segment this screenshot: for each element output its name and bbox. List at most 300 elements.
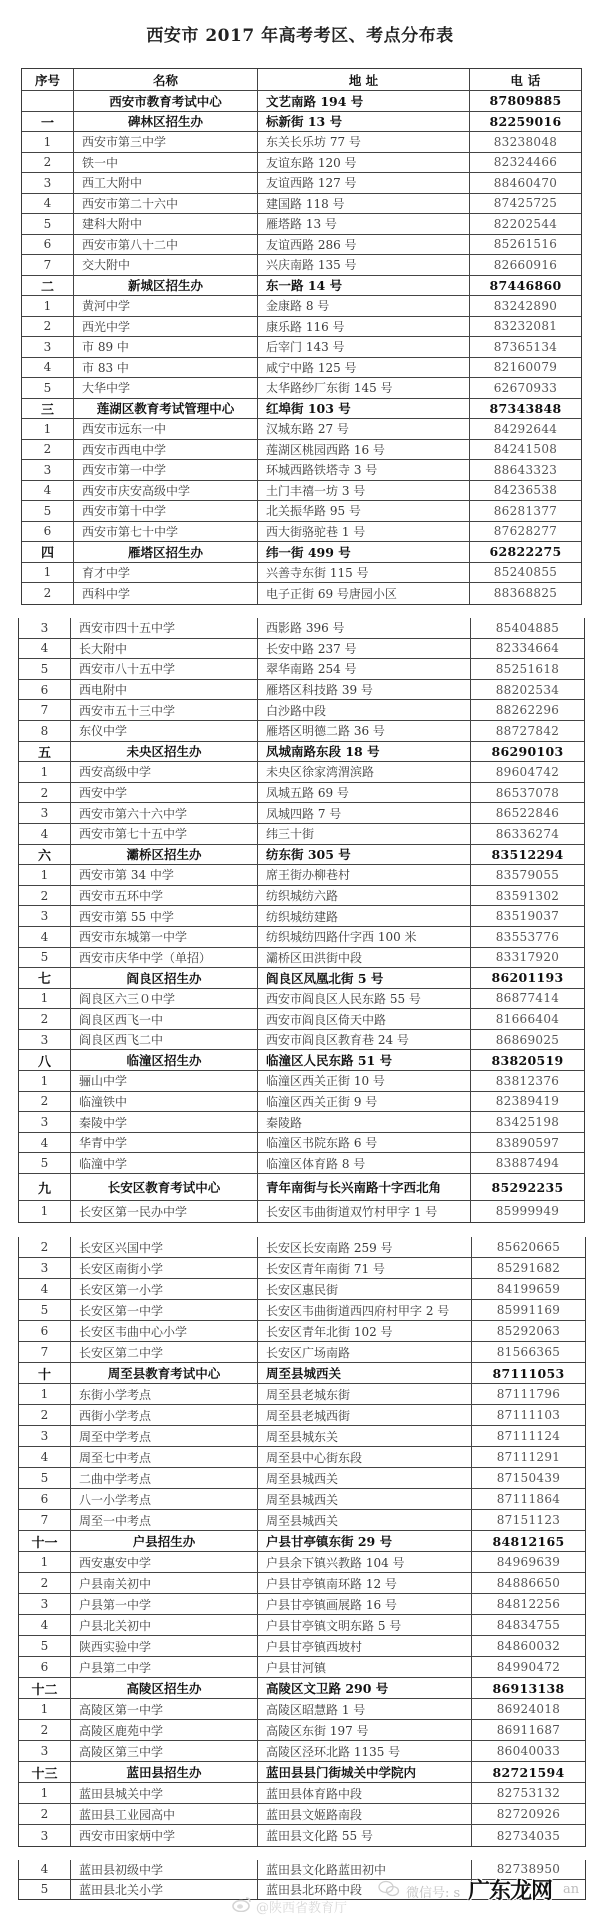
table-row <box>19 1468 585 1489</box>
cell-no: 4 <box>19 824 71 844</box>
cell-address: 兴善寺东街 115 号 <box>258 563 470 583</box>
cell-name: 西安市第十中学 <box>74 501 258 521</box>
cell-phone: 82738950 <box>496 1862 561 1877</box>
cell-name: 长安区第一中学 <box>71 1300 258 1320</box>
cell-address: 临潼区书院东路 6 号 <box>258 1133 471 1153</box>
cell-name: 周至县教育考试中心 <box>71 1363 258 1383</box>
cell-no: 7 <box>19 700 71 720</box>
cell-name: 八一小学考点 <box>71 1489 258 1509</box>
cell-phone: 88202534 <box>495 682 560 697</box>
cell-phone: 83591302 <box>495 888 560 903</box>
cell-phone: 83512294 <box>491 846 564 862</box>
cell-phone: 62822275 <box>489 544 562 560</box>
cell-address: 凤城南路东段 18 号 <box>258 742 471 762</box>
table-header-row <box>22 69 581 91</box>
cell-address: 高陵区文卫路 290 号 <box>258 1678 472 1698</box>
table-row <box>19 1153 584 1174</box>
cell-no: 2 <box>22 440 74 460</box>
cell-name: 西安市东城第一中学 <box>71 927 258 947</box>
cell-no: 2 <box>19 886 71 906</box>
table-row <box>19 948 584 969</box>
table-row <box>19 762 584 783</box>
cell-no: 5 <box>22 501 74 521</box>
cell-phone: 85620665 <box>496 1240 561 1254</box>
cell-name: 西安市庆华中学（单招） <box>71 948 258 968</box>
table-row <box>19 1009 584 1030</box>
cell-name: 二曲中学考点 <box>71 1468 258 1488</box>
cell-no: 3 <box>19 906 71 926</box>
cell-name: 灞桥区招生办 <box>71 845 258 865</box>
cell-no: 1 <box>22 296 74 316</box>
cell-name: 碑林区招生办 <box>74 112 258 132</box>
cell-name: 周至一中考点 <box>71 1510 258 1530</box>
cell-name: 西安市第八十二中 <box>74 235 258 255</box>
cell-phone: 83238048 <box>493 134 558 149</box>
cell-no: 5 <box>19 1468 71 1488</box>
cell-address: 凤城五路 69 号 <box>258 783 471 803</box>
section-row <box>22 112 581 133</box>
cell-address: 纬一街 499 号 <box>258 542 470 562</box>
cell-no: 一 <box>22 112 74 132</box>
cell-no: 7 <box>19 1342 71 1362</box>
cell-no: 6 <box>19 1657 71 1677</box>
cell-no: 3 <box>22 337 74 357</box>
cell-phone: 87343848 <box>489 400 562 416</box>
cell-address: 蓝田县县门街城关中学院内 <box>258 1762 472 1782</box>
cell-address: 白沙路中段 <box>258 700 471 720</box>
section-row <box>19 1050 584 1071</box>
section-row <box>19 1678 585 1699</box>
cell-name: 建科大附中 <box>74 214 258 234</box>
cell-no: 2 <box>19 1804 71 1824</box>
cell-phone: 82202544 <box>493 216 558 231</box>
table-row <box>19 721 584 742</box>
table-row <box>22 358 581 379</box>
cell-no: 1 <box>19 1552 71 1572</box>
cell-phone: 87111864 <box>496 1492 561 1506</box>
cell-no: 3 <box>19 618 71 638</box>
table-row <box>19 1384 585 1405</box>
cell-phone: 89604742 <box>495 764 560 779</box>
cell-address: 周至县老城西街 <box>258 1405 472 1425</box>
cell-name: 西安市庆安高级中学 <box>74 481 258 501</box>
cell-address: 高陵区泾环北路 1135 号 <box>258 1741 472 1761</box>
cell-no: 2 <box>19 783 71 803</box>
section-row <box>19 1174 584 1201</box>
cell-phone: 81566365 <box>496 1345 561 1359</box>
cell-no: 四 <box>22 542 74 562</box>
table-row <box>19 1783 585 1804</box>
cell-address: 户县甘亭镇东街 29 号 <box>258 1531 472 1551</box>
cell-name: 西安市五环中学 <box>71 886 258 906</box>
cell-phone: 85291682 <box>496 1261 561 1275</box>
cell-no: 1 <box>22 563 74 583</box>
cell-no: 十三 <box>19 1762 71 1782</box>
table-row <box>19 1279 585 1300</box>
table-row <box>19 886 584 907</box>
weibo-watermark <box>232 1896 347 1916</box>
cell-name: 东街小学考点 <box>71 1384 258 1404</box>
cell-name: 周至七中考点 <box>71 1447 258 1467</box>
page-title: 西安市 2017 年高考考区、考点分布表 <box>146 26 454 46</box>
cell-name: 周至中学考点 <box>71 1426 258 1446</box>
cell-name: 户县招生办 <box>71 1531 258 1551</box>
cell-name: 长安区教育考试中心 <box>71 1174 258 1200</box>
cell-address: 户县甘亭镇文明东路 5 号 <box>258 1615 472 1635</box>
cell-no: 5 <box>19 659 71 679</box>
cell-name: 东仪中学 <box>71 721 258 741</box>
cell-no: 1 <box>19 1783 71 1803</box>
cell-no: 4 <box>22 481 74 501</box>
cell-address: 高陵区昭慧路 1 号 <box>258 1699 472 1719</box>
cell-no: 1 <box>19 762 71 782</box>
cell-phone: 87151123 <box>496 1513 561 1527</box>
cell-no: 3 <box>19 1825 71 1846</box>
cell-phone: 84812165 <box>492 1533 565 1549</box>
cell-name: 长安区第一民办中学 <box>71 1201 258 1222</box>
cell-no: 5 <box>19 1300 71 1320</box>
table-row <box>19 803 584 824</box>
cell-name: 未央区招生办 <box>71 742 258 762</box>
cell-no: 7 <box>22 255 74 275</box>
table-row <box>19 1552 585 1573</box>
cell-address: 雁塔区科技路 39 号 <box>258 680 471 700</box>
table-segment-1 <box>21 68 582 605</box>
cell-address: 蓝田县北环路中段 <box>258 1880 472 1900</box>
table-row <box>19 1342 585 1363</box>
cell-no: 4 <box>19 1279 71 1299</box>
cell-address: 咸宁中路 125 号 <box>258 358 470 378</box>
cell-name: 西安市第二十六中 <box>74 194 258 214</box>
cell-name: 西安市八十五中学 <box>71 659 258 679</box>
cell-phone: 87809885 <box>489 93 562 109</box>
table-row <box>19 1300 585 1321</box>
cell-phone: 88727842 <box>495 723 560 738</box>
cell-phone: 86537078 <box>495 785 560 800</box>
cell-no: 3 <box>22 460 74 480</box>
section-row <box>19 1762 585 1783</box>
table-row <box>19 1447 585 1468</box>
cell-name: 高陵区招生办 <box>71 1678 258 1698</box>
cell-no: 1 <box>19 1384 71 1404</box>
cell-address: 户县甘亭镇西坡村 <box>258 1636 472 1656</box>
table-row <box>22 153 581 174</box>
table-row <box>22 522 581 543</box>
cell-no: 5 <box>19 1880 71 1900</box>
table-row <box>19 1112 584 1133</box>
cell-name: 阎良区招生办 <box>71 968 258 988</box>
table-row <box>19 1699 585 1720</box>
cell-no: 5 <box>19 1636 71 1656</box>
table-row <box>19 680 584 701</box>
cell-phone: 84292644 <box>493 421 558 436</box>
cell-name: 阎良区六三０中学 <box>71 989 258 1009</box>
table-row <box>22 337 581 358</box>
cell-phone: 86040033 <box>496 1744 561 1758</box>
cell-no: 2 <box>19 1573 71 1593</box>
cell-phone: 86201193 <box>491 970 564 986</box>
cell-address: 周至县城西关 <box>258 1489 472 1509</box>
cell-address: 长安区青年北街 102 号 <box>258 1321 472 1341</box>
cell-address: 临潼区西关正街 10 号 <box>258 1071 471 1091</box>
cell-address: 蓝田县文姬路南段 <box>258 1804 472 1824</box>
header-name: 名称 <box>74 69 258 90</box>
cell-phone: 84199659 <box>496 1282 561 1296</box>
table-row <box>22 173 581 194</box>
cell-name: 西安市第一中学 <box>74 460 258 480</box>
cell-phone: 87150439 <box>496 1471 561 1485</box>
section-row <box>19 968 584 989</box>
cell-phone: 82389419 <box>495 1094 560 1109</box>
cell-phone: 82720926 <box>496 1807 561 1821</box>
cell-name: 户县第一中学 <box>71 1594 258 1614</box>
cell-address: 蓝田县体育路中段 <box>258 1783 472 1803</box>
cell-address: 灞桥区田洪街中段 <box>258 948 471 968</box>
cell-address: 友谊西路 286 号 <box>258 235 470 255</box>
cell-address: 长安区韦曲街道双竹村甲字 1 号 <box>258 1201 471 1222</box>
cell-address: 临潼区西关正街 9 号 <box>258 1092 471 1112</box>
cell-phone: 87111053 <box>492 1365 565 1381</box>
cell-name: 西安市田家炳中学 <box>71 1825 258 1846</box>
cell-address: 红埠街 103 号 <box>258 399 470 419</box>
cell-address: 蓝田县文化路蓝田初中 <box>258 1860 472 1879</box>
cell-name: 雁塔区招生办 <box>74 542 258 562</box>
table-row <box>19 1594 585 1615</box>
cell-address: 阎良区凤凰北街 5 号 <box>258 968 471 988</box>
cell-name: 大华中学 <box>74 378 258 398</box>
table-row <box>19 700 584 721</box>
cell-address: 长安区青年南街 71 号 <box>258 1258 472 1278</box>
cell-name: 临潼中学 <box>71 1153 258 1173</box>
cell-name: 阎良区西飞一中 <box>71 1009 258 1029</box>
cell-address: 汉城东路 27 号 <box>258 419 470 439</box>
header-address: 地 址 <box>258 69 470 90</box>
table-row <box>19 1258 585 1279</box>
cell-no: 2 <box>22 317 74 337</box>
cell-address: 标新街 13 号 <box>258 112 470 132</box>
table-segment-3 <box>18 1237 586 1847</box>
cell-no: 2 <box>19 1009 71 1029</box>
table-row <box>22 296 581 317</box>
cell-phone: 83553776 <box>495 929 560 944</box>
table-row <box>22 501 581 522</box>
cell-name: 西安市四十五中学 <box>71 618 258 638</box>
cell-address: 高陵区东街 197 号 <box>258 1720 472 1740</box>
cell-phone: 88262296 <box>495 703 560 718</box>
table-row <box>19 1720 585 1741</box>
table-row <box>22 317 581 338</box>
cell-address: 户县余下镇兴教路 104 号 <box>258 1552 472 1572</box>
table-row <box>19 1321 585 1342</box>
table-row <box>19 1510 585 1531</box>
cell-phone: 87365134 <box>493 339 558 354</box>
cell-address: 莲湖区桃园西路 16 号 <box>258 440 470 460</box>
cell-name: 蓝田县工业园高中 <box>71 1804 258 1824</box>
cell-no: 8 <box>19 721 71 741</box>
cell-name: 交大附中 <box>74 255 258 275</box>
cell-name: 高陵区第一中学 <box>71 1699 258 1719</box>
table-row <box>22 255 581 276</box>
cell-address: 雁塔路 13 号 <box>258 214 470 234</box>
cell-no: 4 <box>22 194 74 214</box>
cell-no: 4 <box>22 358 74 378</box>
cell-name: 西电附中 <box>71 680 258 700</box>
table-row <box>22 419 581 440</box>
cell-phone: 87446860 <box>489 277 562 293</box>
cell-no: 4 <box>19 1447 71 1467</box>
table-row <box>19 1030 584 1051</box>
cell-phone: 86924018 <box>496 1702 561 1716</box>
cell-name: 蓝田县北关小学 <box>71 1880 258 1900</box>
cell-phone: 84834755 <box>496 1618 561 1632</box>
cell-no: 2 <box>19 1237 71 1257</box>
table-row <box>19 1071 584 1092</box>
cell-address: 纺织城纺建路 <box>258 906 471 926</box>
table-row <box>19 1825 585 1846</box>
table-row <box>22 460 581 481</box>
cell-name: 铁一中 <box>74 153 258 173</box>
cell-no: 3 <box>19 803 71 823</box>
section-row <box>19 845 584 866</box>
cell-phone: 88460470 <box>493 175 558 190</box>
cell-name: 长安区南街小学 <box>71 1258 258 1278</box>
cell-address: 翠华南路 254 号 <box>258 659 471 679</box>
cell-no: 3 <box>19 1030 71 1050</box>
cell-phone: 81666404 <box>495 1012 560 1027</box>
table-row <box>19 989 584 1010</box>
cell-no: 二 <box>22 276 74 296</box>
section-row <box>22 276 581 297</box>
cell-phone: 82721594 <box>492 1764 565 1780</box>
table-row <box>19 1636 585 1657</box>
cell-address: 兴庆南路 135 号 <box>258 255 470 275</box>
cell-no: 2 <box>19 1092 71 1112</box>
cell-no: 6 <box>19 1489 71 1509</box>
cell-phone: 83579055 <box>495 867 560 882</box>
cell-name: 西安市西电中学 <box>74 440 258 460</box>
cell-address: 西安市阎良区倚天中路 <box>258 1009 471 1029</box>
cell-name: 西安惠安中学 <box>71 1552 258 1572</box>
cell-name: 西安市第 34 中学 <box>71 865 258 885</box>
wechat-icon <box>378 1880 400 1902</box>
cell-phone: 87111103 <box>496 1408 561 1422</box>
table-row <box>22 481 581 502</box>
cell-no: 1 <box>19 865 71 885</box>
cell-name: 市 83 中 <box>74 358 258 378</box>
cell-name: 户县第二中学 <box>71 1657 258 1677</box>
cell-name: 蓝田县城关中学 <box>71 1783 258 1803</box>
cell-address: 周至县城东关 <box>258 1426 472 1446</box>
cell-name: 蓝田县招生办 <box>71 1762 258 1782</box>
cell-name: 市 89 中 <box>74 337 258 357</box>
table-row <box>19 659 584 680</box>
cell-address: 后宰门 143 号 <box>258 337 470 357</box>
cell-name: 长安区韦曲中心小学 <box>71 1321 258 1341</box>
section-row <box>19 1363 585 1384</box>
cell-address: 友谊西路 127 号 <box>258 173 470 193</box>
cell-name: 长安区第二中学 <box>71 1342 258 1362</box>
cell-phone: 86336274 <box>495 826 560 841</box>
section-row <box>19 742 584 763</box>
cell-address: 太华路纱厂东街 145 号 <box>258 378 470 398</box>
cell-name: 陕西实验中学 <box>71 1636 258 1656</box>
cell-phone: 83425198 <box>495 1115 560 1130</box>
cell-phone: 85240855 <box>493 565 558 580</box>
cell-phone: 83812376 <box>495 1073 560 1088</box>
cell-phone: 82753132 <box>496 1786 561 1800</box>
cell-no: 七 <box>19 968 71 988</box>
table-row <box>19 783 584 804</box>
cell-no: 3 <box>19 1258 71 1278</box>
cell-no: 3 <box>19 1741 71 1761</box>
section-row <box>22 542 581 563</box>
cell-phone: 82334664 <box>495 641 560 656</box>
cell-name: 莲湖区教育考试管理中心 <box>74 399 258 419</box>
cell-no: 1 <box>19 1699 71 1719</box>
cell-phone: 85991169 <box>496 1303 561 1317</box>
cell-address: 长安区惠民街 <box>258 1279 472 1299</box>
cell-address: 临潼区体育路 8 号 <box>258 1153 471 1173</box>
cell-no: 3 <box>19 1112 71 1132</box>
table-row <box>19 1615 585 1636</box>
site-logo-watermark: 广东龙网 <box>468 1878 553 1904</box>
cell-address: 电子正街 69 号唐园小区 <box>258 583 470 604</box>
cell-name: 西安市远东一中 <box>74 419 258 439</box>
table-row <box>19 927 584 948</box>
cell-no: 2 <box>22 583 74 604</box>
cell-phone: 83242890 <box>493 298 558 313</box>
cell-phone: 88368825 <box>493 586 558 601</box>
cell-no: 3 <box>22 173 74 193</box>
cell-name: 西安高级中学 <box>71 762 258 782</box>
header-phone: 电 话 <box>510 72 541 88</box>
cell-address: 雁塔区明德二路 36 号 <box>258 721 471 741</box>
cell-name: 高陵区鹿苑中学 <box>71 1720 258 1740</box>
cell-name: 蓝田县初级中学 <box>71 1860 258 1879</box>
table-row <box>19 1573 585 1594</box>
cell-address: 西安市阎良区人民东路 55 号 <box>258 989 471 1009</box>
cell-phone: 85292235 <box>491 1179 564 1195</box>
cell-phone: 82734035 <box>496 1828 561 1843</box>
table-row <box>19 1489 585 1510</box>
wechat-watermark-tail: an <box>563 1882 580 1897</box>
cell-no: 1 <box>22 132 74 152</box>
cell-address: 秦陵路 <box>258 1112 471 1132</box>
cell-phone: 86290103 <box>491 743 564 759</box>
table-row <box>19 1405 585 1426</box>
cell-phone: 84236538 <box>493 483 558 498</box>
cell-address: 西影路 396 号 <box>258 618 471 638</box>
cell-no: 五 <box>19 742 71 762</box>
cell-no: 十一 <box>19 1531 71 1551</box>
cell-address: 周至县老城东街 <box>258 1384 472 1404</box>
cell-address: 长安区韦曲街道西四府村甲字 2 号 <box>258 1300 472 1320</box>
cell-address: 西大街骆驼巷 1 号 <box>258 522 470 542</box>
cell-name: 育才中学 <box>74 563 258 583</box>
cell-address: 环城西路铁塔寺 3 号 <box>258 460 470 480</box>
cell-no: 八 <box>19 1050 71 1070</box>
cell-no: 1 <box>19 1201 71 1222</box>
cell-phone: 85261516 <box>493 237 558 252</box>
cell-phone: 87111124 <box>496 1429 561 1443</box>
cell-no: 2 <box>22 153 74 173</box>
cell-no: 十二 <box>19 1678 71 1698</box>
cell-phone: 87425725 <box>493 196 558 211</box>
table-row <box>19 618 584 639</box>
section-row <box>19 1531 585 1552</box>
cell-phone: 84812256 <box>496 1597 561 1611</box>
cell-phone: 82324466 <box>493 155 558 170</box>
